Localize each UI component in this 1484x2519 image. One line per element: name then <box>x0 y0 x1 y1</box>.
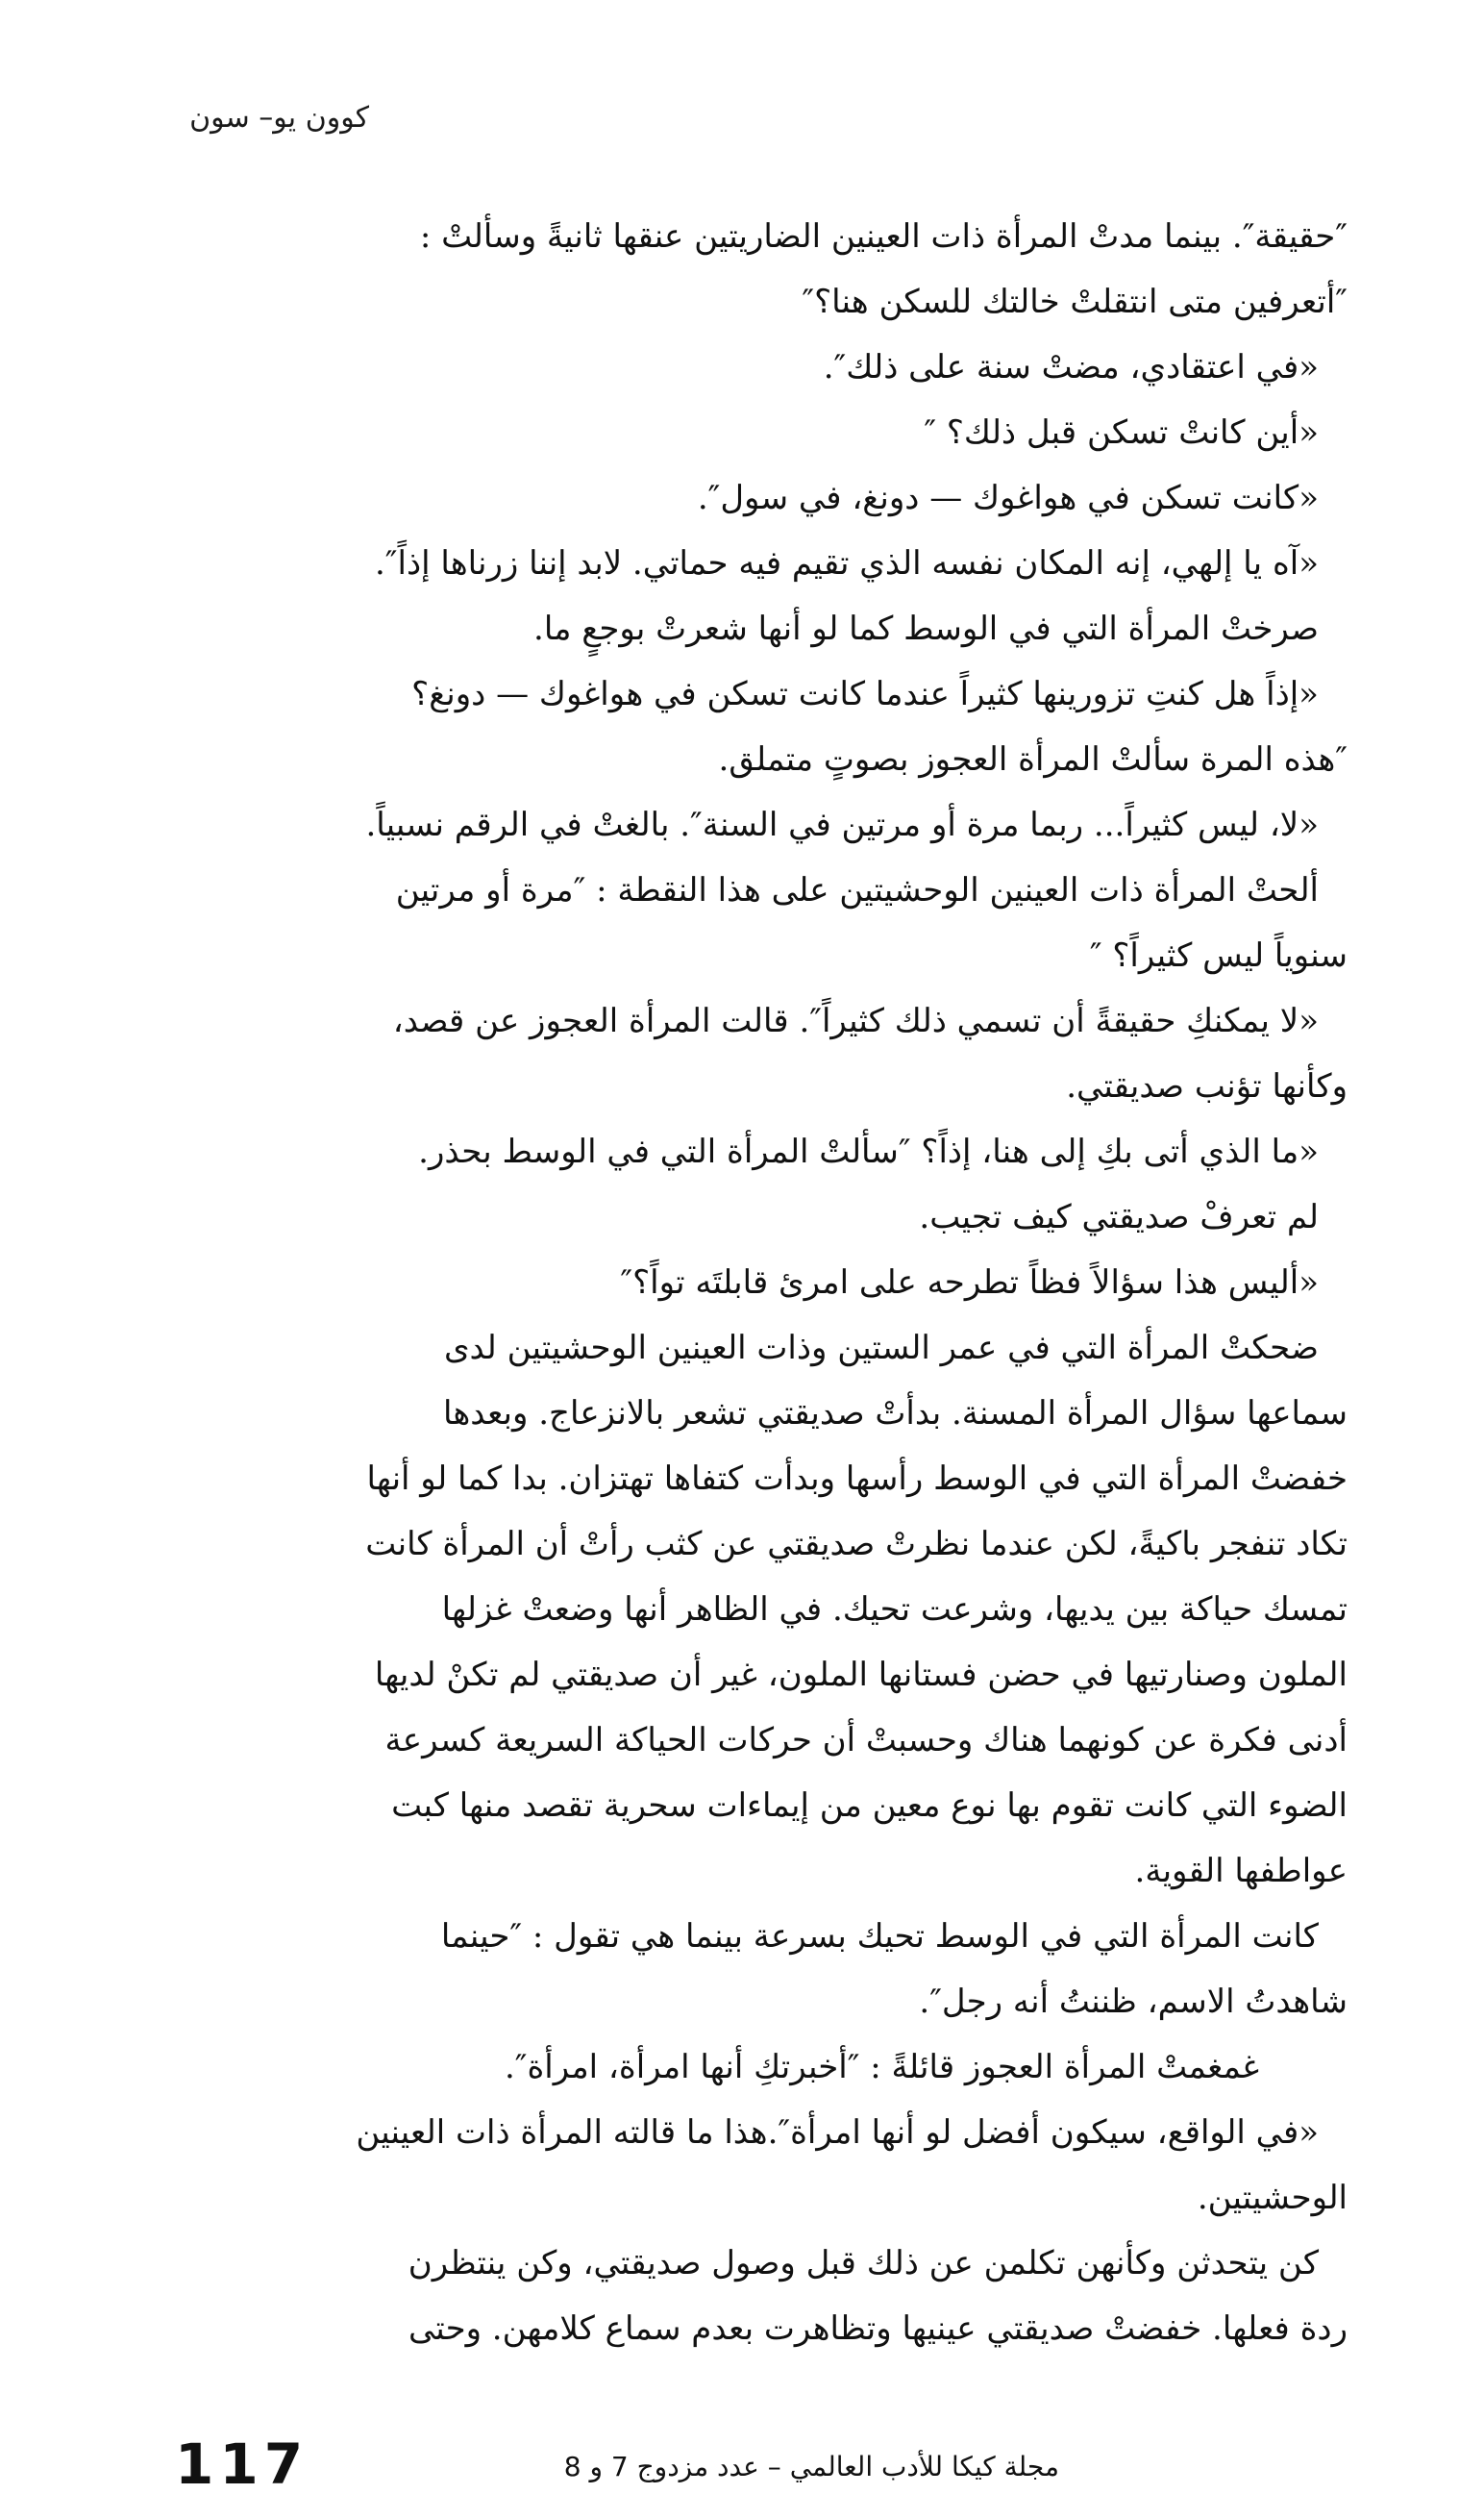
text-line: ″حقيقة″. بينما مدتْ المرأة ذات العينين الضاريتين عنقها ثانيةً وسألتْ : <box>419 217 1348 256</box>
text-line: «لا يمكنكِ حقيقةً أن تسمي ذلك كثيراً″. قالت المرأة العجوز عن قصد، <box>392 1002 1319 1040</box>
body-text <box>175 204 1348 2361</box>
text-line: «لا، ليس كثيراً... ربما مرة أو مرتين في السنة″. بالغتْ في الرقم نسبياً. <box>365 806 1319 844</box>
text-line: كانت المرأة التي في الوسط تحيك بسرعة بينما هي تقول : ″حينما <box>440 1917 1319 1956</box>
text-line: «ما الذي أتى بكِ إلى هنا، إذاً؟ ″سألتْ المرأة التي في الوسط بحذر. <box>418 1133 1319 1171</box>
text-line: ″أتعرفين متى انتقلتْ خالتك للسكن هنا؟″ <box>802 283 1348 321</box>
text-line: غمغمتْ المرأة العجوز قائلةً : ″أخبرتكِ أنها امرأة، امرأة″. <box>504 2048 1259 2086</box>
text-line: تمسك حياكة بين يديها، وشرعت تحيك. في الظاهر أنها وضعتْ غزلها <box>441 1590 1348 1629</box>
text-line: ألحتْ المرأة ذات العينين الوحشيتين على هذا النقطة : ″مرة أو مرتين <box>395 871 1319 910</box>
page-footer <box>175 2432 1348 2505</box>
text-line: «في اعتقادي، مضتْ سنة على ذلك″. <box>823 348 1319 387</box>
running-head-author: كوون يو– سون <box>189 101 369 135</box>
text-line: ″هذه المرة سألتْ المرأة العجوز بصوتٍ متملق. <box>718 740 1348 779</box>
text-line: «في الواقع، سيكون أفضل لو أنها امرأة″.هذا ما قالته المرأة ذات العينين <box>356 2113 1319 2152</box>
text-line: تكاد تنفجر باكيةً، لكن عندما نظرتْ صديقتي عن كثب رأتْ أن المرأة كانت <box>365 1525 1348 1563</box>
text-line: الملون وصنارتيها في حضن فستانها الملون، غير أن صديقتي لم تكنْ لديها <box>374 1656 1348 1694</box>
text-line: ردة فعلها. خفضتْ صديقتي عينيها وتظاهرت بعدم سماع كلامهن. وحتى <box>408 2309 1348 2348</box>
text-line: خفضتْ المرأة التي في الوسط رأسها وبدأت كتفاها تهتزان. بدا كما لو أنها <box>366 1459 1348 1498</box>
text-line: أدنى فكرة عن كونهما هناك وحسبتْ أن حركات الحياكة السريعة كسرعة <box>384 1721 1348 1759</box>
text-line: وكأنها تؤنب صديقتي. <box>1066 1067 1348 1106</box>
page-number: 117 <box>175 2432 309 2497</box>
text-line: «إذاً هل كنتِ تزورينها كثيراً عندما كانت تسكن في هواغوك — دونغ؟ <box>411 675 1319 713</box>
text-line: كن يتحدثن وكأنهن تكلمن عن ذلك قبل وصول صديقتي، وكن ينتظرن <box>408 2244 1319 2282</box>
footer-journal-title: مجلة كيكا للأدب العالمي – عدد مزدوج 7 و 8 <box>563 2451 1059 2482</box>
text-line: الضوء التي كانت تقوم بها نوع معين من إيماءات سحرية تقصد منها كبت <box>391 1786 1348 1825</box>
text-line: صرختْ المرأة التي في الوسط كما لو أنها شعرتْ بوجعٍ ما. <box>533 610 1319 648</box>
text-line: الوحشيتين. <box>1197 2179 1348 2217</box>
text-line: سماعها سؤال المرأة المسنة. بدأتْ صديقتي تشعر بالانزعاج. وبعدها <box>442 1394 1348 1433</box>
text-line: «أين كانتْ تسكن قبل ذلك؟ ″ <box>924 413 1319 452</box>
text-line: عواطفها القوية. <box>1134 1852 1348 1890</box>
text-line: «آه يا إلهي، إنه المكان نفسه الذي تقيم فيه حماتي. لابد إننا زرناها إذاً″. <box>374 544 1319 583</box>
text-line: لم تعرفْ صديقتي كيف تجيب. <box>919 1198 1319 1236</box>
text-line: «كانت تسكن في هواغوك — دونغ، في سول″. <box>697 479 1319 517</box>
text-line: سنوياً ليس كثيراً؟ ″ <box>1089 936 1348 975</box>
text-line: شاهدتُ الاسم، ظننتُ أنه رجل″. <box>919 1983 1348 2021</box>
text-line: ضحكتْ المرأة التي في عمر الستين وذات العينين الوحشيتين لدى <box>443 1329 1319 1367</box>
text-line: «أليس هذا سؤالاً فظاً تطرحه على امرئ قابلتَه تواً؟″ <box>620 1263 1319 1302</box>
